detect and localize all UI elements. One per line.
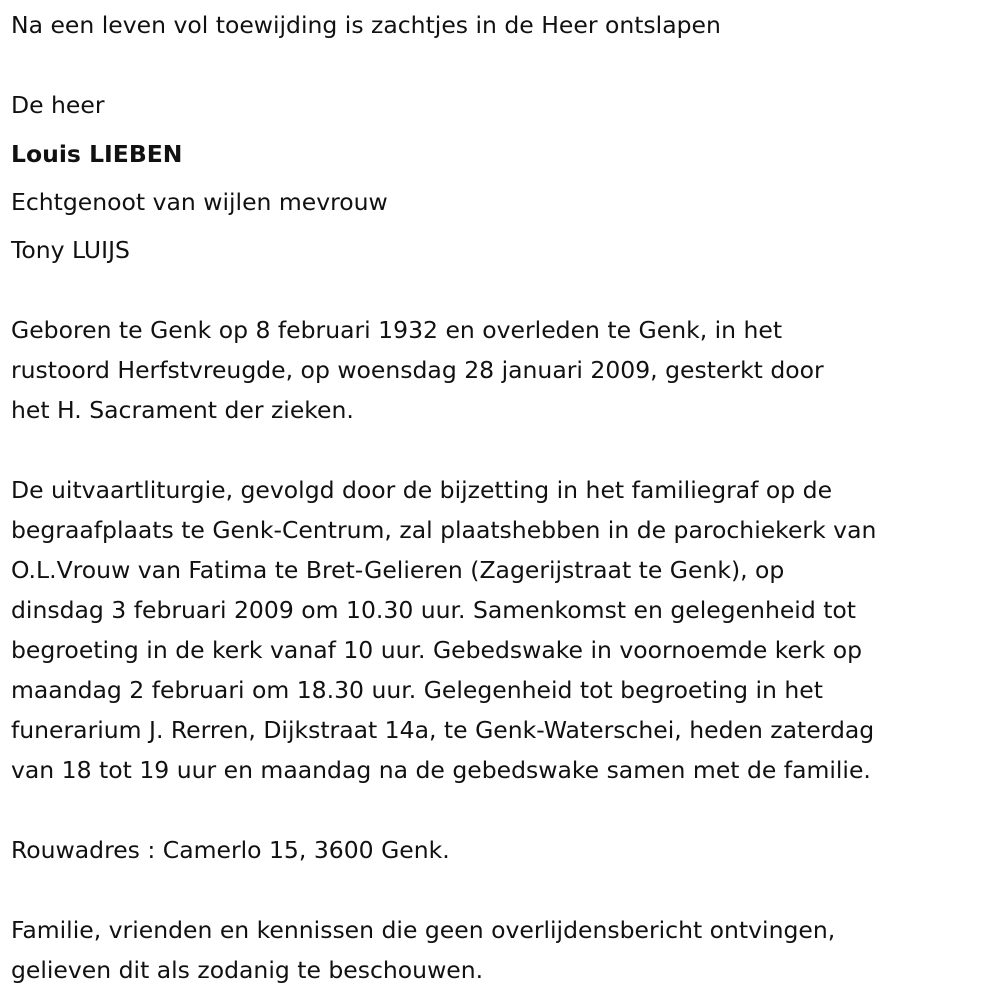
spouse-name: Tony LUIJS	[11, 236, 130, 264]
intro-text: Na een leven vol toewijding is zachtjes in de Heer ontslapen	[11, 11, 721, 39]
mourning-address: Rouwadres : Camerlo 15, 3600 Genk.	[11, 836, 450, 864]
funeral-line: begroeting in de kerk vanaf 10 uur. Gebedswake in voornoemde kerk op	[11, 636, 863, 664]
birth-death-line: Geboren te Genk op 8 februari 1932 en overleden te Genk, in het	[11, 316, 783, 344]
closing-line: gelieven dit als zodanig te beschouwen.	[11, 956, 484, 984]
closing-line: Familie, vrienden en kennissen die geen overlijdensbericht ontvingen,	[11, 916, 836, 944]
funeral-line: maandag 2 februari om 18.30 uur. Gelegenheid tot begroeting in het	[11, 676, 823, 704]
funeral-line: dinsdag 3 februari 2009 om 10.30 uur. Samenkomst en gelegenheid tot	[11, 596, 857, 624]
birth-death-line: het H. Sacrament der zieken.	[11, 396, 354, 424]
spouse-label: Echtgenoot van wijlen mevrouw	[11, 188, 388, 216]
funeral-line: begraafplaats te Genk-Centrum, zal plaatshebben in de parochiekerk van	[11, 516, 877, 544]
birth-death-line: rustoord Herfstvreugde, op woensdag 28 januari 2009, gesterkt door	[11, 356, 824, 384]
funeral-line: O.L.Vrouw van Fatima te Bret-Gelieren (Zagerijstraat te Genk), op	[11, 556, 785, 584]
funeral-line: van 18 tot 19 uur en maandag na de gebedswake samen met de familie.	[11, 756, 871, 784]
deceased-name: Louis LIEBEN	[11, 140, 183, 168]
funeral-line: funerarium J. Rerren, Dijkstraat 14a, te Genk-Waterschei, heden zaterdag	[11, 716, 875, 744]
title-prefix: De heer	[11, 91, 105, 119]
funeral-line: De uitvaartliturgie, gevolgd door de bijzetting in het familiegraf op de	[11, 476, 833, 504]
